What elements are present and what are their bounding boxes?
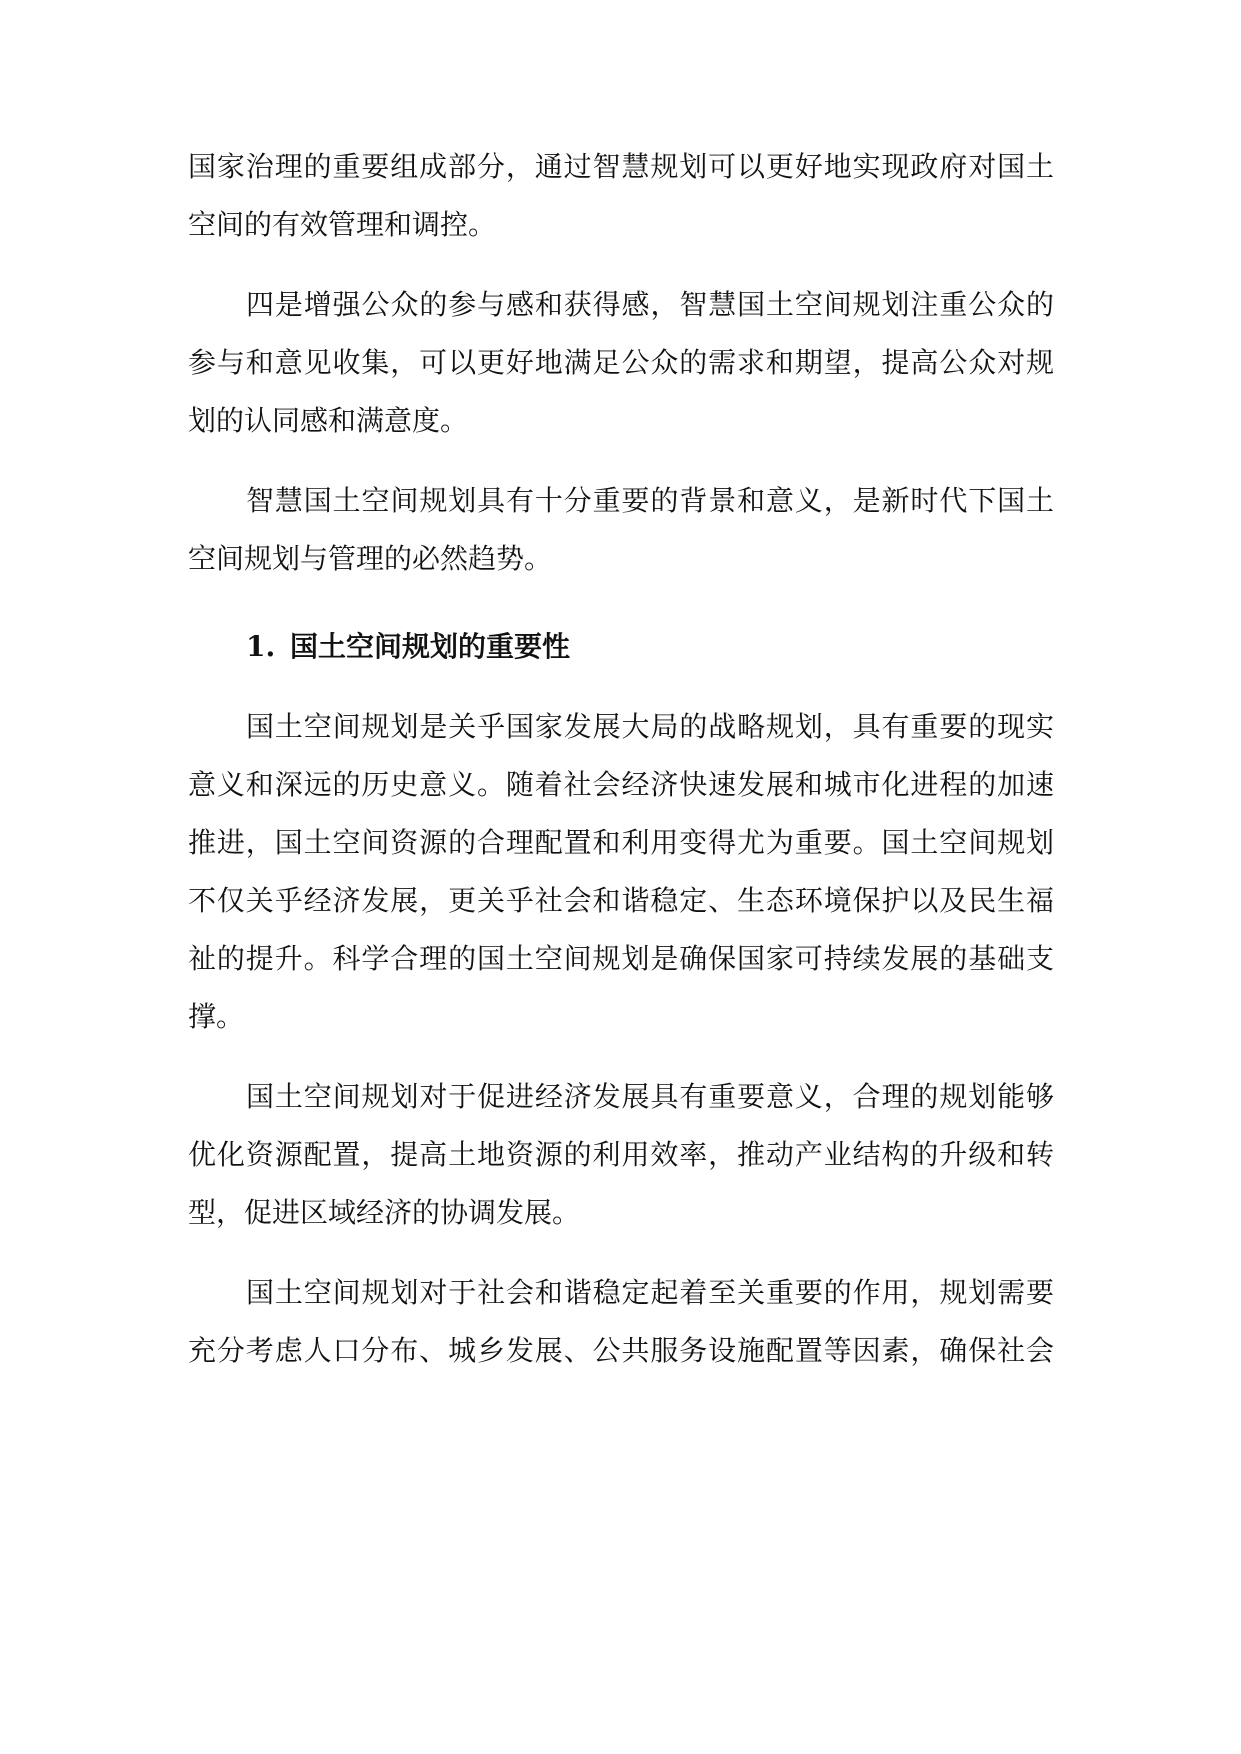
paragraph <box>188 1068 1054 1242</box>
paragraph <box>188 698 1054 1046</box>
text-line: 祉的提升。科学合理的国土空间规划是确保国家可持续发展的基础支 <box>188 942 1054 975</box>
section-heading <box>188 618 1054 676</box>
text-line: 优化资源配置，提高土地资源的利用效率，推动产业结构的升级和转 <box>188 1138 1054 1171</box>
document-page <box>188 138 1054 1402</box>
paragraph <box>188 472 1054 588</box>
text-line: 空间规划与管理的必然趋势。 <box>188 542 553 575</box>
text-line: 划的认同感和满意度。 <box>188 404 469 437</box>
text-line: 四是增强公众的参与感和获得感，智慧国土空间规划注重公众的 <box>246 288 1054 321</box>
text-line: 国土空间规划对于促进经济发展具有重要意义，合理的规划能够 <box>246 1080 1054 1113</box>
section-title: 国土空间规划的重要性 <box>290 630 571 663</box>
text-line: 国土空间规划对于社会和谐稳定起着至关重要的作用，规划需要 <box>246 1276 1054 1309</box>
text-line: 参与和意见收集，可以更好地满足公众的需求和期望，提高公众对规 <box>188 346 1054 379</box>
text-line: 空间的有效管理和调控。 <box>188 208 497 241</box>
text-line: 撑。 <box>188 1000 245 1033</box>
paragraph <box>188 138 1054 254</box>
text-line: 不仅关乎经济发展，更关乎社会和谐稳定、生态环境保护以及民生福 <box>188 884 1054 917</box>
text-line: 智慧国土空间规划具有十分重要的背景和意义，是新时代下国土 <box>246 484 1054 517</box>
text-line: 推进，国土空间资源的合理配置和利用变得尤为重要。国土空间规划 <box>188 826 1054 859</box>
paragraph <box>188 1264 1054 1380</box>
text-line: 充分考虑人口分布、城乡发展、公共服务设施配置等因素，确保社会 <box>188 1334 1054 1367</box>
text-line: 国家治理的重要组成部分，通过智慧规划可以更好地实现政府对国土 <box>188 150 1054 183</box>
text-line: 意义和深远的历史意义。随着社会经济快速发展和城市化进程的加速 <box>188 768 1054 801</box>
text-line: 型，促进区域经济的协调发展。 <box>188 1196 581 1229</box>
paragraph <box>188 276 1054 450</box>
section-number: 1. <box>246 630 276 663</box>
text-line: 国土空间规划是关乎国家发展大局的战略规划，具有重要的现实 <box>246 710 1054 743</box>
